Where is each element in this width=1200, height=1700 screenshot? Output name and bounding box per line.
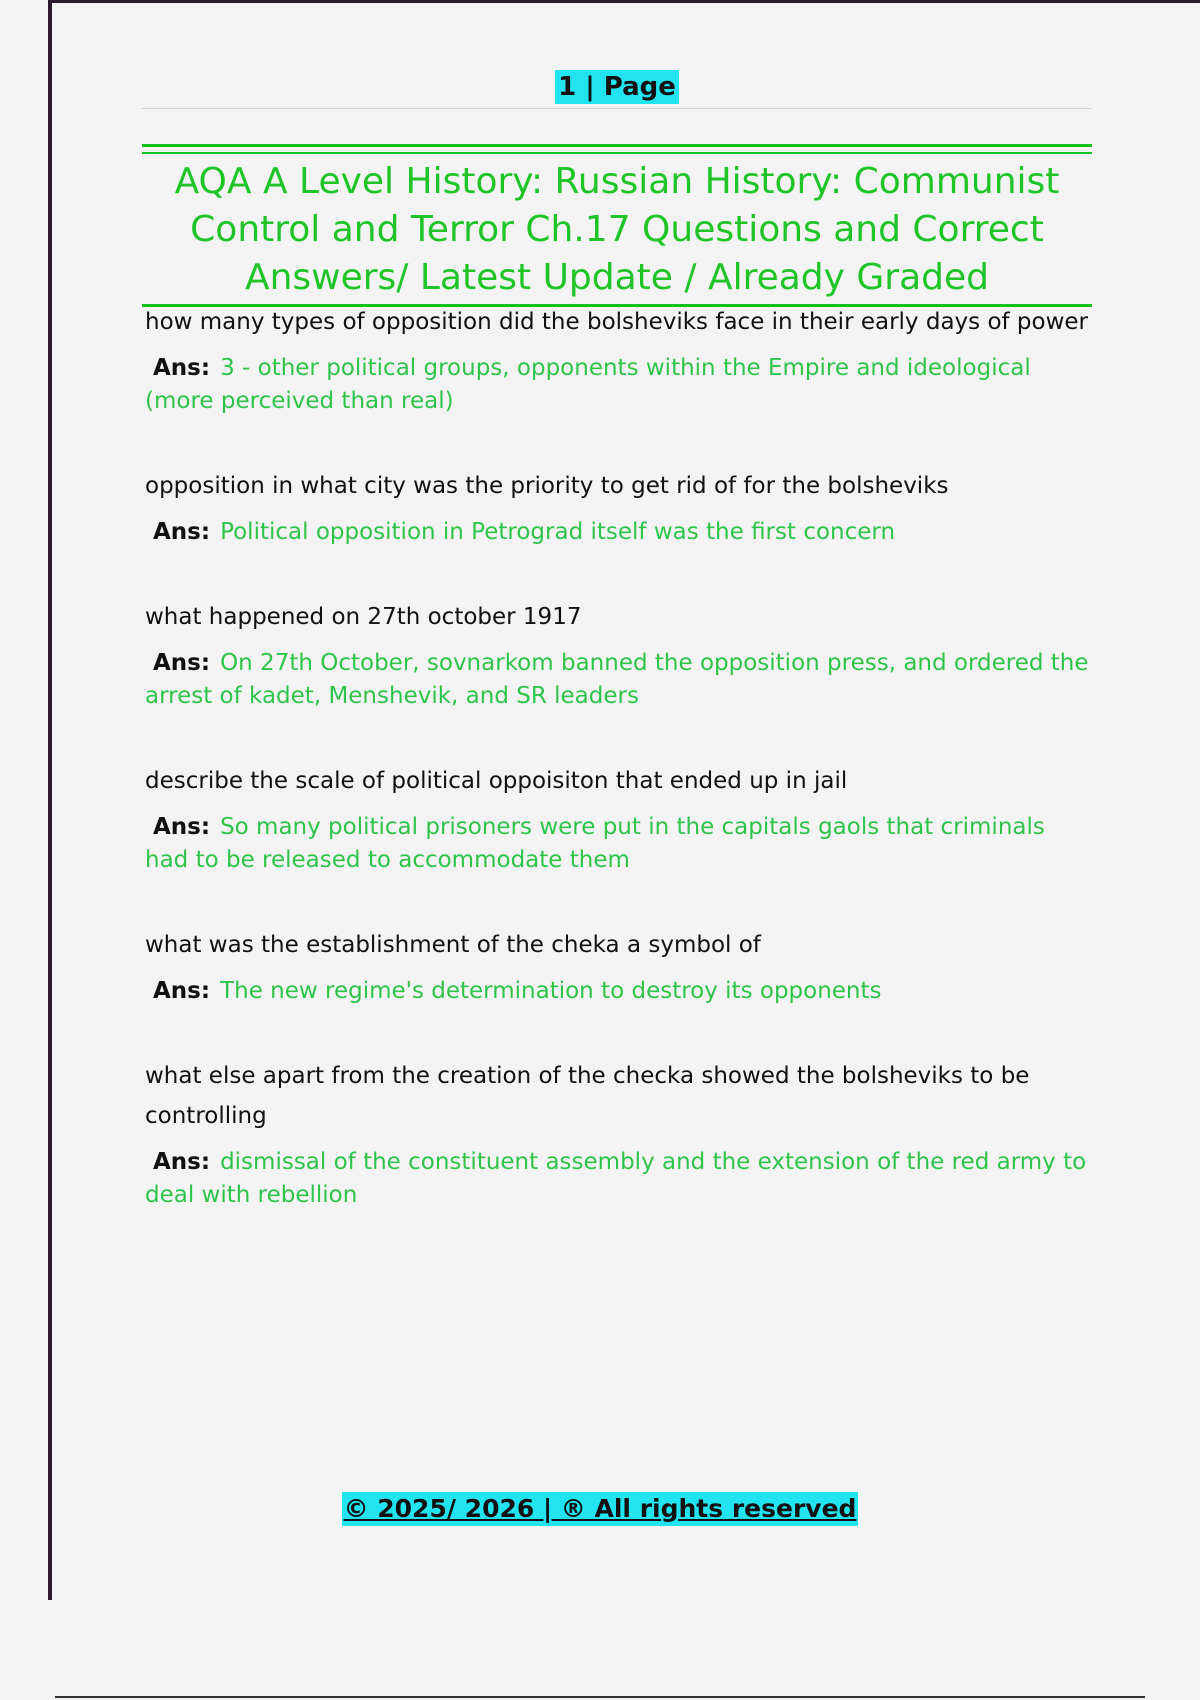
title-rule-top-thin: [142, 152, 1092, 154]
answer-label: Ans:: [153, 650, 211, 676]
title-rule-top: [142, 144, 1092, 147]
answer: [145, 352, 1090, 418]
qa-item: [145, 1056, 1090, 1212]
answer-label: Ans:: [153, 978, 211, 1004]
page-border-top: [50, 0, 1200, 3]
bottom-rule: [55, 1696, 1145, 1698]
answer: [145, 516, 1090, 549]
answer-text: dismissal of the constituent assembly and the extension of the red army to deal with rebellion: [145, 1149, 1087, 1208]
answer-text: The new regime's determination to destroy its opponents: [220, 978, 882, 1004]
answer-label: Ans:: [153, 519, 211, 545]
answer-text: On 27th October, sovnarkom banned the opposition press, and ordered the arrest of kadet, Menshevik, and SR leaders: [145, 650, 1089, 709]
qa-item: [145, 302, 1090, 418]
question-text: how many types of opposition did the bolsheviks face in their early days of power: [145, 309, 1089, 335]
page-border-left: [48, 0, 52, 1600]
question-text: what happened on 27th october 1917: [145, 604, 582, 630]
answer: [145, 811, 1090, 877]
qa-item: [145, 761, 1090, 877]
page-header: [142, 70, 1092, 104]
answer-text: 3 - other political groups, opponents within the Empire and ideological (more perceived than real): [145, 355, 1031, 414]
document-title: AQA A Level History: Russian History: Communist Control and Terror Ch.17 Questions and Correct Answers/ Latest Update / Already Graded: [174, 161, 1060, 298]
answer-label: Ans:: [153, 1149, 211, 1175]
page-footer: [0, 1492, 1200, 1526]
header-divider: [142, 108, 1092, 109]
question-text: opposition in what city was the priority to get rid of for the bolsheviks: [145, 473, 949, 499]
qa-list: [145, 302, 1090, 1212]
title-block: [142, 144, 1092, 307]
answer: [145, 1146, 1090, 1212]
answer: [145, 647, 1090, 713]
question-text: describe the scale of political oppoisiton that ended up in jail: [145, 768, 848, 794]
question-text: what else apart from the creation of the checka showed the bolsheviks to be controlling: [145, 1063, 1030, 1129]
qa-item: [145, 925, 1090, 1008]
answer: [145, 975, 1090, 1008]
question-text: what was the establishment of the cheka a symbol of: [145, 932, 761, 958]
answer-text: Political opposition in Petrograd itself was the first concern: [220, 519, 896, 545]
copyright-notice: © 2025/ 2026 | ® All rights reserved: [342, 1492, 859, 1526]
answer-label: Ans:: [153, 355, 211, 381]
page-number: 1 | Page: [555, 70, 679, 104]
answer-text: So many political prisoners were put in the capitals gaols that criminals had to be released to accommodate them: [145, 814, 1045, 873]
qa-item: [145, 466, 1090, 549]
qa-item: [145, 597, 1090, 713]
answer-label: Ans:: [153, 814, 211, 840]
